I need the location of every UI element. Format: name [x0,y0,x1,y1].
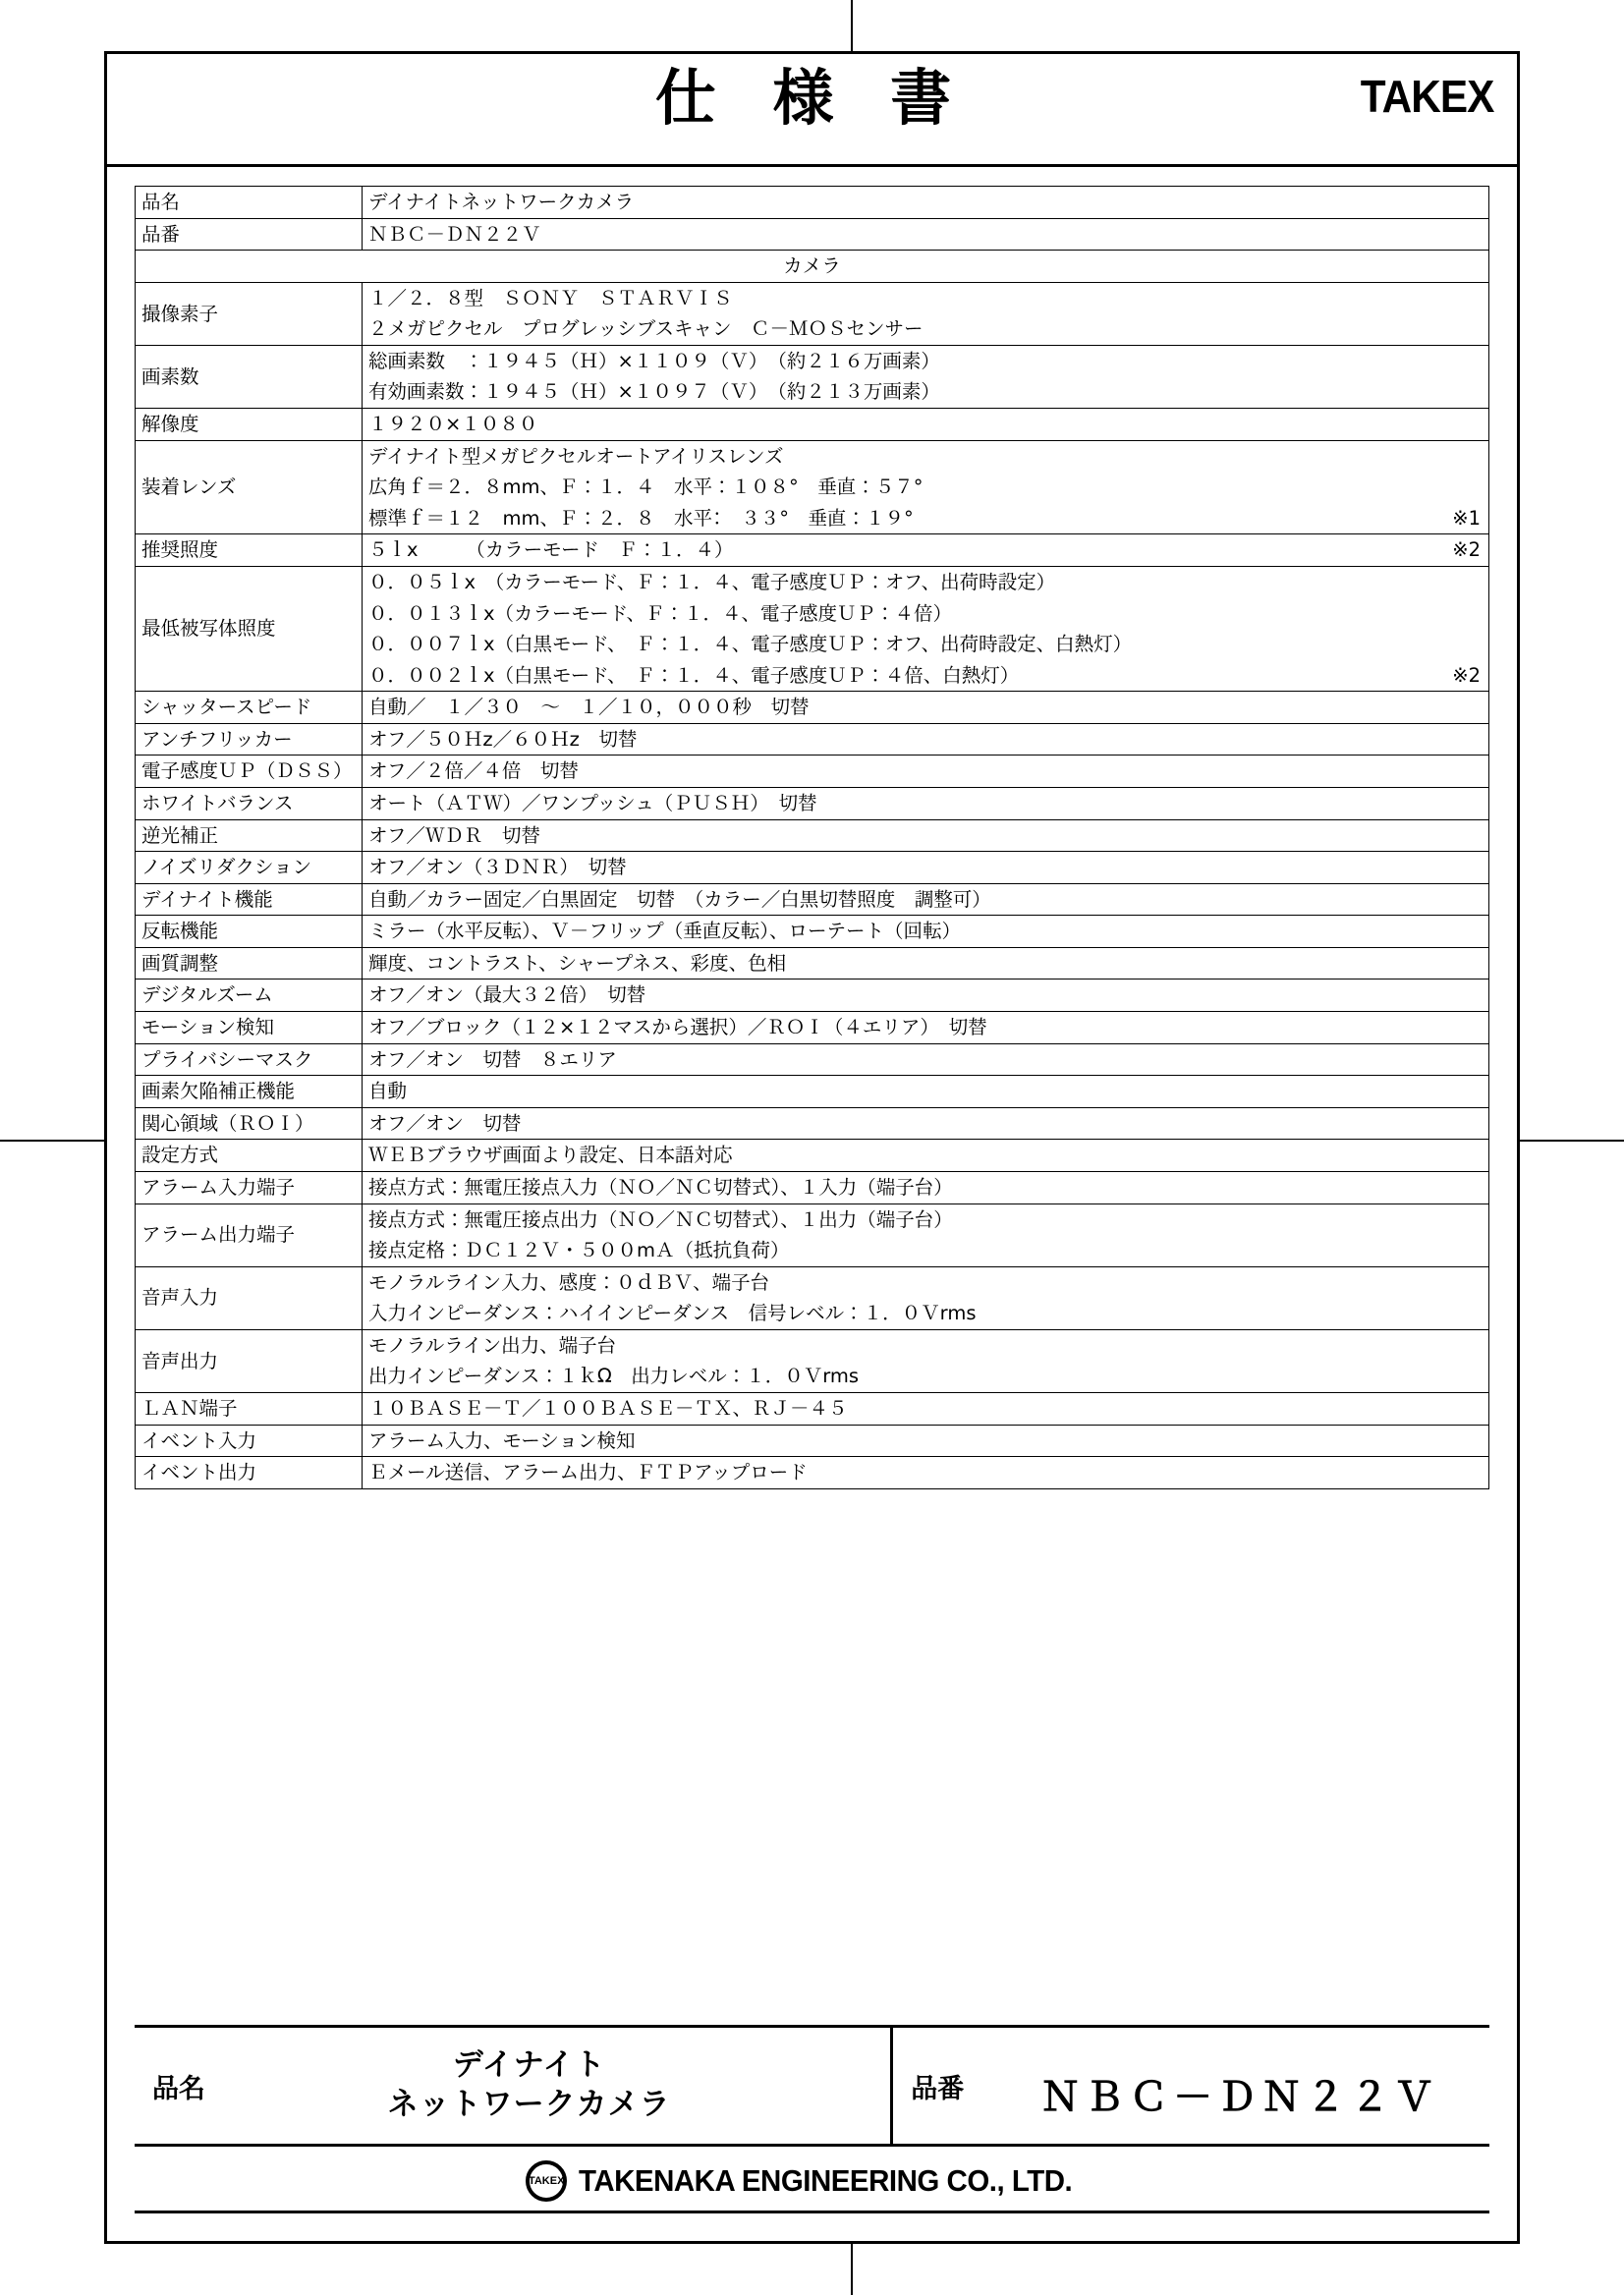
table-cell-line: オフ／オン 切替 [368,1111,522,1135]
table-cell-line: 総画素数 ：１９４５（Ｈ）×１１０９（Ｖ） （約２１６万画素） [368,349,940,372]
table-row-label: 音声入力 [136,1266,363,1329]
company-footer [135,2151,1489,2211]
table-row-value [363,440,1489,534]
footnote-marker: ※2 [1452,538,1481,562]
table-row-label: イベント出力 [136,1457,363,1489]
table-row-value [363,852,1489,884]
table-row-label: ホワイトバランス [136,787,363,819]
table-row-value [363,756,1489,788]
table-cell-line: ＷＥＢブラウザ画面より設定、日本語対応 [368,1144,733,1167]
table-row-value [363,916,1489,948]
table-row-value [363,1043,1489,1076]
table-row-value [363,947,1489,980]
table-row-label: デジタルズーム [136,980,363,1012]
table-cell-line: 広角ｆ＝２．８mm、Ｆ：１．４ 水平：１０８° 垂直：５７° [368,476,924,499]
table-cell-line: ０．０５ｌx （カラーモード、Ｆ：１．４、電子感度ＵＰ：オフ、出荷時設定） [368,570,1056,593]
table-row-label: 装着レンズ [136,440,363,534]
table-row-value [363,282,1489,345]
table-cell-line: 自動／カラー固定／白黒固定 切替 （カラー／白黒切替照度 調整可） [368,887,991,911]
company-name: TAKENAKA ENGINEERING CO., LTD. [579,2163,1073,2198]
table-row-label: 品名 [136,187,363,219]
table-row-label: 音声出力 [136,1329,363,1392]
table-row [136,440,1489,534]
title-block-model-cell [893,2028,1489,2144]
table-section-header: カメラ [136,251,1489,283]
table-cell-line: １／２．８型 ＳＯＮＹ ＳＴＡＲＶＩＳ [368,286,733,309]
table-cell-line: デイナイト型メガピクセルオートアイリスレンズ [368,444,784,468]
table-row [136,1076,1489,1108]
table-row-value [363,787,1489,819]
table-row-value [363,1012,1489,1044]
table-row [136,756,1489,788]
table-row [136,1203,1489,1266]
table-row [136,852,1489,884]
table-row [136,251,1489,283]
table-row-label: 画素欠陥補正機能 [136,1076,363,1108]
table-row [136,1012,1489,1044]
table-cell-line: ミラー（水平反転）、Ｖ－フリップ（垂直反転）、ローテート（回転） [368,920,961,943]
table-row-value [363,345,1489,408]
table-row-label: 画質調整 [136,947,363,980]
table-row [136,566,1489,691]
table-row-value [363,1203,1489,1266]
table-row [136,534,1489,567]
table-row-value [363,883,1489,916]
table-cell-line: オフ／オン 切替 ８エリア [368,1047,617,1071]
table-cell-line: 接点定格：ＤＣ１２Ｖ・５００mＡ（抵抗負荷） [368,1239,790,1262]
table-cell-line: デイナイトネットワークカメラ [368,191,635,213]
table-row-label: 逆光補正 [136,819,363,852]
table-cell-line: 出力インピーダンス：１ｋΩ 出力レベル：１．０Ｖrms [368,1365,860,1388]
table-row [136,980,1489,1012]
table-row [136,787,1489,819]
table-row [136,1425,1489,1457]
table-row [136,1392,1489,1425]
table-row-value [363,1076,1489,1108]
table-cell-line: オート（ＡＴＷ）／ワンプッシュ（ＰＵＳＨ） 切替 [368,791,817,814]
table-row [136,345,1489,408]
table-row-label: 電子感度ＵＰ（ＤＳＳ） [136,756,363,788]
footnote-marker: ※1 [1452,506,1481,530]
table-cell-line: １９２０×１０８０ [368,413,538,436]
table-row-value [363,1457,1489,1489]
table-row-value [363,1425,1489,1457]
table-row-label: ノイズリダクション [136,852,363,884]
table-row-value [363,1140,1489,1172]
table-row-value [363,1392,1489,1425]
page-title: 仕 様 書 [654,62,970,134]
table-row-label: 関心領域（ＲＯＩ） [136,1107,363,1140]
table-row [136,1107,1489,1140]
table-row [136,819,1489,852]
table-row-value [363,1171,1489,1203]
table-row-value [363,1329,1489,1392]
table-cell-line: ＮＢＣ－ＤＮ２２Ｖ [368,222,541,246]
table-row-value [363,1266,1489,1329]
table-row-label: デイナイト機能 [136,883,363,916]
table-row-value [363,187,1489,219]
title-block-name-cell [135,2028,893,2144]
table-row-label: ＬＡＮ端子 [136,1392,363,1425]
table-row-label: アラーム出力端子 [136,1203,363,1266]
table-row [136,883,1489,916]
table-row-label: 推奨照度 [136,534,363,567]
table-row-value [363,819,1489,852]
footnote-marker: ※2 [1452,663,1481,687]
table-cell-line: 有効画素数：１９４５（Ｈ）×１０９７（Ｖ） （約２１３万画素） [368,380,940,404]
table-row-value [363,409,1489,441]
table-cell-line: オフ／ＷＤＲ 切替 [368,823,540,847]
table-row-label: 反転機能 [136,916,363,948]
table-cell-line: アラーム入力、モーション検知 [368,1428,636,1452]
table-row-label: モーション検知 [136,1012,363,1044]
table-row-label: イベント入力 [136,1425,363,1457]
table-cell-line: ２メガピクセル プログレッシブスキャン Ｃ－ＭＯＳセンサー [368,317,924,341]
registration-mark-top [851,0,853,51]
table-row [136,692,1489,724]
table-row-label: シャッタースピード [136,692,363,724]
table-cell-line: Ｅメール送信、アラーム出力、ＦＴＰアップロード [368,1461,808,1484]
title-block-name-line2: ネットワークカメラ [387,2087,671,2122]
registration-mark-left [0,1140,104,1142]
table-cell-line: １０ＢＡＳＥ－Ｔ／１００ＢＡＳＥ－ＴＸ、ＲＪ－４５ [368,1396,848,1420]
table-row [136,947,1489,980]
table-cell-line: 自動 [368,1080,408,1103]
document-frame [104,51,1520,2244]
table-row [136,218,1489,251]
table-cell-line: オフ／オン（最大３２倍） 切替 [368,983,646,1007]
table-row-value [363,534,1489,567]
table-row-value [363,980,1489,1012]
title-block-model-key: 品番 [911,2073,965,2104]
table-cell-line: ０．００７ｌx（白黒モード、 Ｆ：１．４、電子感度ＵＰ：オフ、出荷時設定、白熱灯） [368,633,1133,656]
table-row-value [363,1107,1489,1140]
table-cell-line: ０．０１３ｌx（カラーモード、Ｆ：１．４、電子感度ＵＰ：４倍） [368,601,953,625]
table-row [136,1043,1489,1076]
title-block-name-value [231,2046,890,2124]
title-block-name-key: 品名 [152,2073,205,2104]
table-cell-line: ０．００２ｌx（白黒モード、 Ｆ：１．４、電子感度ＵＰ：４倍、白熱灯） ※2 [368,660,1483,692]
table-cell-line: 接点方式：無電圧接点出力（ＮＯ／ＮＣ切替式）、１出力（端子台） [368,1207,953,1231]
takex-seal-icon: TAKEX [526,2160,567,2202]
table-row-label: アンチフリッカー [136,723,363,756]
table-row-label: プライバシーマスク [136,1043,363,1076]
table-cell-line: 入力インピーダンス：ハイインピーダンス 信号レベル：１．０Ｖrms [368,1302,977,1325]
table-cell-line: オフ／オン（３ＤＮＲ） 切替 [368,856,627,879]
specification-table [135,186,1489,1489]
table-row [136,1266,1489,1329]
table-cell-line: 接点方式：無電圧接点入力（ＮＯ／ＮＣ切替式）、１入力（端子台） [368,1175,953,1199]
table-row-value [363,692,1489,724]
table-row-value [363,218,1489,251]
table-row [136,1329,1489,1392]
table-row-label: 最低被写体照度 [136,566,363,691]
table-row-label: 解像度 [136,409,363,441]
table-row-value [363,566,1489,691]
table-row-value [363,723,1489,756]
table-cell-line: 標準ｆ＝１２ mm、Ｆ：２．８ 水平： ３３° 垂直：１９° ※1 [368,503,1483,534]
table-cell-line: ５ｌx （カラーモード Ｆ：１．４） ※2 [368,534,1483,566]
registration-mark-bottom [851,2244,853,2295]
title-block [135,2025,1489,2147]
table-cell-line: 輝度、コントラスト、シャープネス、彩度、色相 [368,951,787,975]
table-row [136,1140,1489,1172]
table-row [136,1171,1489,1203]
table-cell-line: モノラルライン出力、端子台 [368,1333,617,1357]
table-row-label: 画素数 [136,345,363,408]
table-cell-line: 自動／ １／３０ ～ １／１０，０００秒 切替 [368,696,810,719]
table-cell-line: オフ／５０Ｈz／６０Ｈz 切替 [368,727,638,751]
table-cell-line: オフ／２倍／４倍 切替 [368,759,579,783]
table-row-label: 撮像素子 [136,282,363,345]
table-row-label: 設定方式 [136,1140,363,1172]
registration-mark-right [1520,1140,1624,1142]
table-row [136,1457,1489,1489]
table-row [136,282,1489,345]
table-row [136,916,1489,948]
table-cell-line: オフ／ブロック（１２×１２マスから選択）／ＲＯＩ（４エリア） 切替 [368,1016,987,1039]
takex-logo: TAKEX [1360,71,1493,122]
table-row-label: 品番 [136,218,363,251]
table-row [136,409,1489,441]
specification-table-wrapper [135,186,1489,1489]
footer-rule [135,2211,1489,2213]
table-cell-line: モノラルライン入力、感度：０ｄＢＶ、端子台 [368,1270,770,1294]
table-row [136,187,1489,219]
title-block-model-value: ＮＢＣ－ＤＮ２２Ｖ [1040,2075,1439,2119]
title-block-name-line1: デイナイト [452,2047,606,2084]
title-band [107,54,1517,167]
table-row-label: アラーム入力端子 [136,1171,363,1203]
table-row [136,723,1489,756]
